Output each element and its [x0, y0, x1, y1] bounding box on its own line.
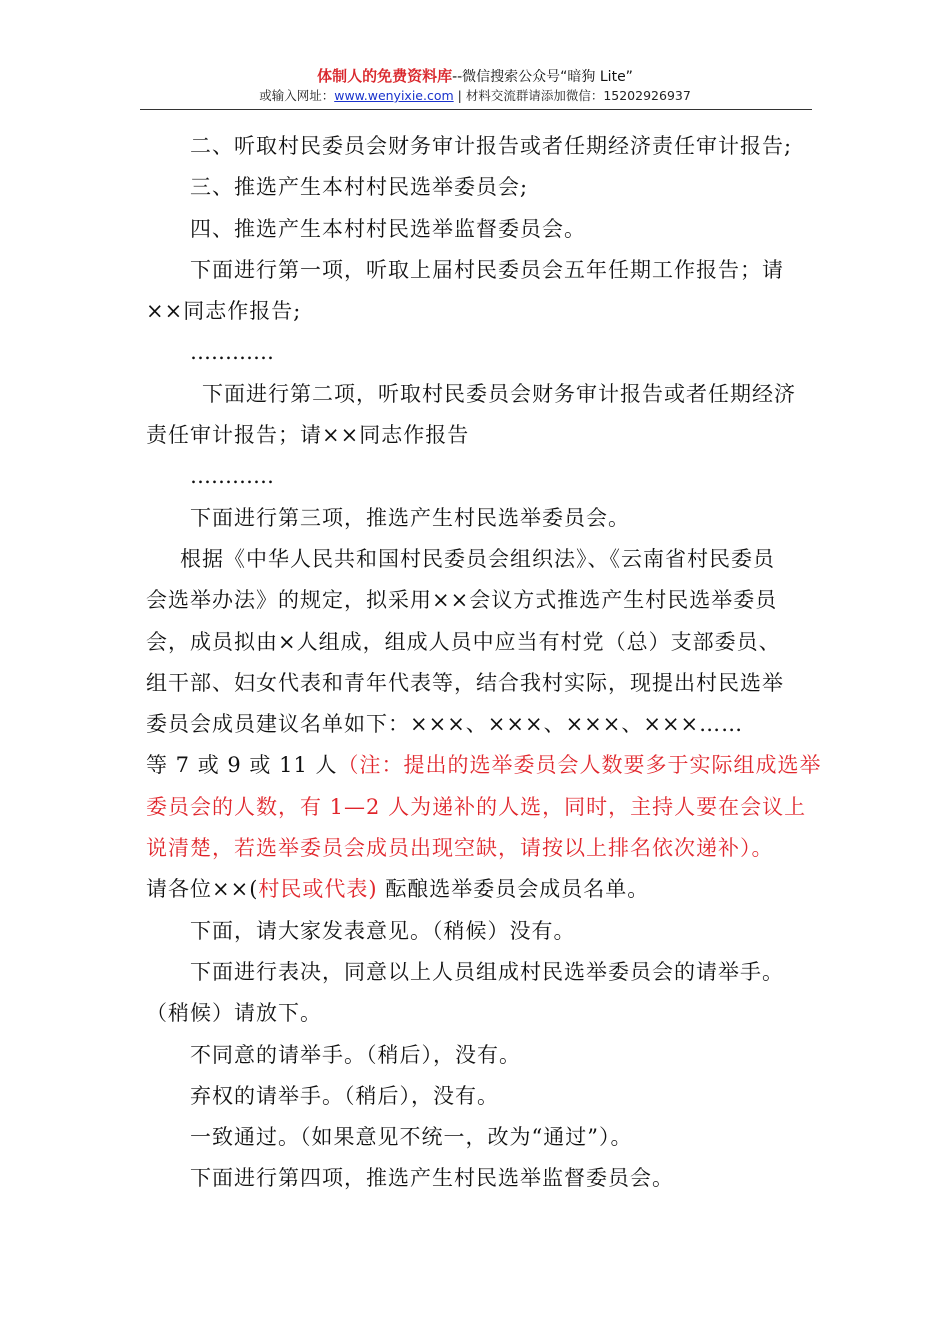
- paragraph: 下面进行第一项，听取上届村民委员会五年任期工作报告；请: [190, 257, 784, 282]
- contact-text: | 材料交流群请添加微信：15202926937: [453, 88, 691, 103]
- paragraph: 二、听取村民委员会财务审计报告或者任期经济责任审计报告;: [190, 134, 793, 158]
- text-segment: 酝酿选举委员会成员名单。: [377, 877, 650, 902]
- paragraph: 根据《中华人民共和国村民委员会组织法》、《云南省村民委员: [180, 546, 775, 571]
- paragraph-continuation: （稍候）请放下。: [146, 1001, 322, 1026]
- paragraph: 不同意的请举手。（稍后），没有。: [190, 1042, 521, 1067]
- paragraph-continuation: 会选举办法》的规定，拟采用××会议方式推选产生村民选举委员: [146, 588, 778, 613]
- website-link[interactable]: www.wenyixie.com: [334, 88, 454, 103]
- ellipsis-line: …………: [190, 340, 274, 365]
- member-count: 等 7 或 9 或 11 人: [146, 753, 338, 778]
- paragraph: 弃权的请举手。（稍后），没有。: [190, 1083, 499, 1108]
- text-segment: 请各位××(: [146, 877, 259, 902]
- paragraph: 四、推选产生本村村民选举监督委员会。: [190, 216, 586, 241]
- paragraph: 一致通过。（如果意见不统一，改为“通过”）。: [190, 1125, 633, 1150]
- brand-title: 体制人的免费资料库: [317, 67, 453, 85]
- note-text: 委员会的人数，有 1—2 人为递补的人选，同时，主持人要在会议上: [146, 794, 807, 819]
- page-header: [0, 66, 950, 105]
- note-text: 村民或代表): [258, 877, 378, 902]
- note-text: （注：提出的选举委员会人数要多于实际组成选举: [337, 753, 822, 778]
- ellipsis-line: …………: [190, 464, 274, 489]
- paragraph: 下面进行第三项，推选产生村民选举委员会。: [190, 505, 630, 530]
- document-body: [146, 126, 822, 1200]
- paragraph: 下面，请大家发表意见。（稍候）没有。: [190, 918, 576, 943]
- note-text: 说清楚，若选举委员会成员出现空缺，请按以上排名依次递补）。: [146, 836, 774, 861]
- header-suffix: --微信搜索公众号“暗狗 Lite”: [452, 69, 633, 85]
- paragraph-continuation: [146, 745, 822, 786]
- paragraph: 三、推选产生本村村民选举委员会;: [190, 175, 529, 200]
- header-divider: [140, 109, 812, 110]
- paragraph-continuation: ××同志作报告;: [146, 299, 302, 324]
- paragraph-continuation: [146, 869, 811, 910]
- paragraph: 下面进行表决，同意以上人员组成村民选举委员会的请举手。: [190, 959, 784, 984]
- paragraph: 下面进行第二项，听取村民委员会财务审计报告或者任期经济: [202, 381, 796, 406]
- header-line-2: [0, 87, 950, 105]
- paragraph: 下面进行第四项，推选产生村民选举监督委员会。: [190, 1166, 674, 1191]
- paragraph-continuation: 委员会成员建议名单如下：×××、×××、×××、×××……: [146, 712, 744, 737]
- paragraph-continuation: 组干部、妇女代表和青年代表等，结合我村实际，现提出村民选举: [146, 670, 784, 695]
- paragraph-continuation: 会，成员拟由×人组成，组成人员中应当有村党（总）支部委员、: [146, 629, 781, 654]
- paragraph-continuation: 责任审计报告；请××同志作报告: [146, 423, 470, 448]
- url-prefix: 或输入网址：: [259, 88, 335, 103]
- header-line-1: [0, 66, 950, 87]
